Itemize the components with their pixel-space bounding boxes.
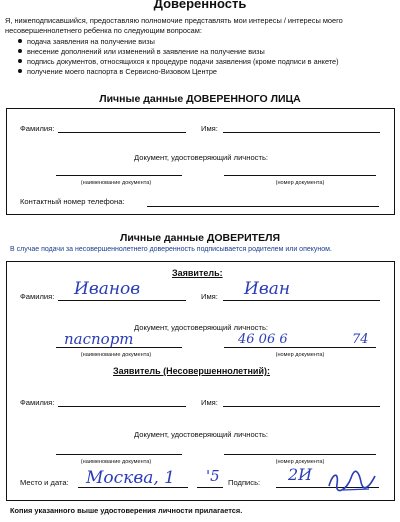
trustee-doc-label: Документ, удостоверяющий личность: — [134, 153, 269, 162]
minor-doc-name-caption: (наименование документа) — [80, 459, 152, 465]
applicant-name-value: Иван — [244, 279, 291, 299]
applicant-surname-label: Фамилия: — [20, 292, 55, 301]
applicant-surname-field[interactable] — [58, 300, 186, 301]
bullet-item: подпись документов, относящихся к процедуре подачи заявления (кроме подписи в анкете) — [18, 57, 339, 67]
principal-note: В случае подачи за несовершеннолетнего доверенность подписывается родителем или опекуном. — [10, 246, 332, 253]
trustee-doc-number-field[interactable] — [224, 175, 376, 176]
document-title: Доверенность — [153, 0, 247, 11]
signature-scribble-icon — [325, 466, 380, 496]
minor-doc-number-caption: (номер документа) — [275, 459, 325, 465]
minor-name-field[interactable] — [223, 406, 380, 407]
principal-section-title: Личные данные ДОВЕРИТЕЛЯ — [119, 232, 280, 244]
bullet-icon — [18, 39, 22, 43]
minor-doc-label: Документ, удостоверяющий личность: — [134, 430, 269, 439]
minor-applicant-title: Заявитель (Несовершеннолетний): — [113, 366, 270, 376]
applicant-doc-number-value-b: 74 — [352, 332, 369, 347]
signature-value: 2И — [288, 465, 313, 484]
bullet-item: внесение дополнений или изменений в заявление на получение визы — [18, 47, 265, 57]
minor-surname-field[interactable] — [58, 406, 186, 407]
applicant-doc-label: Документ, удостоверяющий личность: — [134, 323, 269, 332]
date-value: '5 — [206, 467, 220, 485]
footer-note: Копия указанного выше удостоверения личности прилагается. — [10, 506, 243, 515]
applicant-doc-number-caption: (номер документа) — [275, 352, 325, 358]
minor-surname-label: Фамилия: — [20, 398, 55, 407]
applicant-title: Заявитель: — [172, 268, 223, 278]
trustee-surname-label: Фамилия: — [20, 124, 55, 133]
bullet-icon — [18, 49, 22, 53]
trustee-doc-number-caption: (номер документа) — [275, 180, 325, 186]
bullet-icon — [18, 69, 22, 73]
intro-text: Я, нижеподписавшийся, предоставляю полномочие представлять мои интересы / интересы моего несовершеннолетнего ребенка по следующим вопросам: — [5, 16, 343, 35]
applicant-name-label: Имя: — [201, 292, 218, 301]
applicant-doc-number-field[interactable] — [224, 347, 376, 348]
minor-doc-name-field[interactable] — [56, 454, 182, 455]
trustee-section-title: Личные данные ДОВЕРЕННОГО ЛИЦА — [99, 93, 301, 105]
applicant-surname-value: Иванов — [74, 279, 141, 299]
trustee-doc-name-field[interactable] — [56, 175, 182, 176]
signature-label: Подпись: — [228, 478, 261, 487]
bullet-item: получение моего паспорта в Сервисно-Визовом Центре — [18, 67, 217, 77]
minor-name-label: Имя: — [201, 398, 218, 407]
trustee-doc-name-caption: (наименование документа) — [80, 180, 152, 186]
applicant-name-field[interactable] — [223, 300, 380, 301]
bullet-item: подача заявления на получение визы — [18, 37, 155, 47]
place-date-label: Место и дата: — [20, 478, 69, 487]
applicant-doc-name-caption: (наименование документа) — [80, 352, 152, 358]
minor-doc-number-field[interactable] — [224, 454, 376, 455]
trustee-name-field[interactable] — [223, 132, 380, 133]
trustee-name-label: Имя: — [201, 124, 218, 133]
bullet-icon — [18, 59, 22, 63]
date-field[interactable] — [197, 487, 223, 488]
trustee-phone-label: Контактный номер телефона: — [20, 197, 125, 206]
trustee-surname-field[interactable] — [58, 132, 186, 133]
applicant-doc-name-value: паспорт — [64, 330, 134, 348]
place-value: Москва, 1 — [86, 468, 175, 488]
trustee-phone-field[interactable] — [147, 206, 379, 207]
applicant-doc-number-value-a: 46 06 6 — [238, 332, 288, 347]
